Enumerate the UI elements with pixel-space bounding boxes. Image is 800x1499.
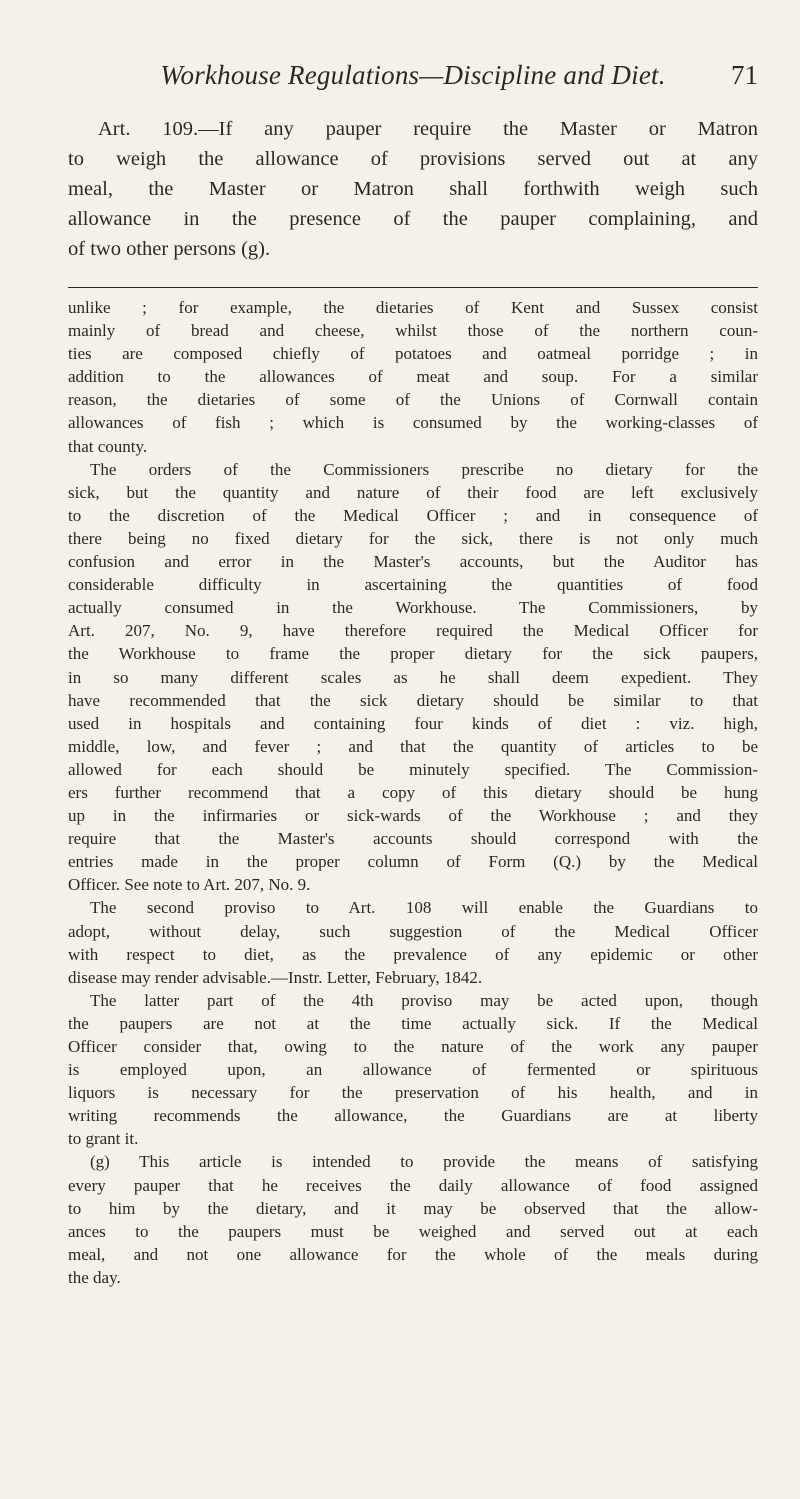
footnote-line: to grant it.	[68, 1129, 139, 1149]
footnote-line: middle, low, and fever ; and that the quantity of articles to be	[68, 736, 758, 756]
footnote-line: ers further recommend that a copy of this dietary should be hung	[68, 782, 758, 802]
footnote-line: with respect to diet, as the prevalence of any epidemic or other	[68, 944, 758, 964]
article-109	[68, 114, 758, 264]
footnote-line: to him by the dietary, and it may be observed that the allow-	[68, 1198, 758, 1218]
footnote-line: meal, and not one allowance for the whole of the meals during	[68, 1244, 758, 1264]
footnote-line: considerable difficulty in ascertaining the quantities of food	[68, 575, 758, 595]
article-line: meal, the Master or Matron shall forthwith weigh such	[68, 178, 758, 200]
footnote-line: the Workhouse to frame the proper dietary for the sick paupers,	[68, 644, 758, 664]
footnote-divider	[68, 287, 758, 288]
footnote-line: the day.	[68, 1267, 121, 1287]
footnote-line: ances to the paupers must be weighed and served out at each	[68, 1221, 758, 1241]
footnote-line: to the discretion of the Medical Officer ; and in consequence of	[68, 505, 758, 525]
footnote-line: used in hospitals and containing four kinds of diet : viz. high,	[68, 713, 758, 733]
footnote-line: liquors is necessary for the preservation of his health, and in	[68, 1083, 758, 1103]
article-line: of two other persons (g).	[68, 238, 271, 260]
footnote-line: allowed for each should be minutely specified. The Commission-	[68, 759, 758, 779]
footnote-line: there being no fixed dietary for the sick, there is not only much	[68, 528, 758, 548]
article-line: to weigh the allowance of provisions served out at any	[68, 148, 758, 170]
footnote-line: mainly of bread and cheese, whilst those of the northern coun-	[68, 321, 758, 341]
footnote-line: (g) This article is intended to provide the means of satisfying	[90, 1152, 758, 1172]
footnotes	[68, 296, 758, 1289]
footnote-line: every pauper that he receives the daily allowance of food assigned	[68, 1175, 758, 1195]
footnote-line: Officer consider that, owing to the nature of the work any pauper	[68, 1037, 758, 1056]
footnote-line: writing recommends the allowance, the Guardians are at liberty	[68, 1106, 758, 1126]
footnote-line: ties are composed chiefly of potatoes and oatmeal porridge ; in	[68, 344, 758, 364]
footnote-line: reason, the dietaries of some of the Unions of Cornwall contain	[68, 390, 758, 410]
page-header	[68, 60, 758, 100]
article-line: allowance in the presence of the pauper complaining, and	[68, 208, 758, 230]
footnote-line: sick, but the quantity and nature of their food are left exclusively	[68, 482, 758, 502]
footnote-line: is employed upon, an allowance of fermented or spirituous	[68, 1060, 758, 1080]
footnote-line: that county.	[68, 436, 148, 456]
footnote-line: Officer. See note to Art. 207, No. 9.	[68, 875, 311, 895]
footnote-line: entries made in the proper column of Form (Q.) by the Medical	[68, 852, 758, 872]
footnote-line: unlike ; for example, the dietaries of Kent and Sussex consist	[68, 298, 758, 317]
footnote-line: The orders of the Commissioners prescribe no dietary for the	[90, 459, 758, 479]
article-line: Art. 109.—If any pauper require the Master or Matron	[98, 118, 758, 140]
footnote-line: in so many different scales as he shall deem expedient. They	[68, 667, 758, 687]
footnote-line: have recommended that the sick dietary should be similar to that	[68, 690, 758, 710]
running-title: Workhouse Regulations—Discipline and Diet.	[160, 60, 666, 90]
footnote-line: Art. 207, No. 9, have therefore required the Medical Officer for	[68, 621, 758, 641]
footnote-line: actually consumed in the Workhouse. The Commissioners, by	[68, 598, 758, 618]
footnote-line: disease may render advisable.—Instr. Letter, February, 1842.	[68, 967, 483, 987]
page-number: 71	[731, 60, 758, 90]
footnote-line: allowances of fish ; which is consumed by the working-classes of	[68, 413, 758, 433]
footnote-line: the paupers are not at the time actually sick. If the Medical	[68, 1013, 758, 1033]
footnote-line: up in the infirmaries or sick-wards of the Workhouse ; and they	[68, 806, 758, 826]
footnote-line: require that the Master's accounts should correspond with the	[68, 829, 758, 849]
footnote-line: The latter part of the 4th proviso may be acted upon, though	[90, 990, 758, 1010]
footnote-line: confusion and error in the Master's accounts, but the Auditor has	[68, 552, 758, 572]
footnote-line: The second proviso to Art. 108 will enable the Guardians to	[90, 898, 758, 918]
footnote-line: addition to the allowances of meat and soup. For a similar	[68, 367, 758, 387]
footnote-line: adopt, without delay, such suggestion of the Medical Officer	[68, 921, 758, 941]
